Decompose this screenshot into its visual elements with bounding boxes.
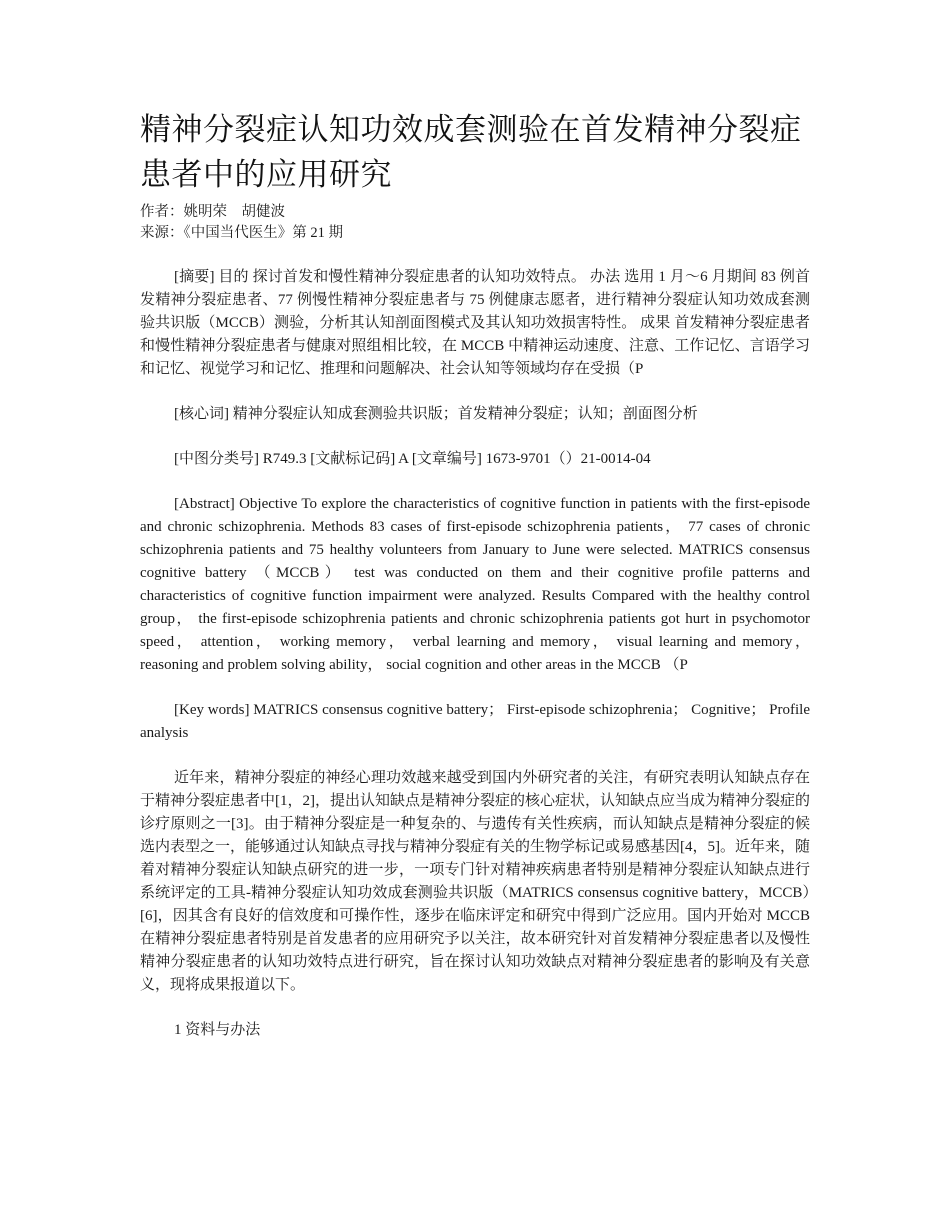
- article-title: 精神分裂症认知功效成套测验在首发精神分裂症患者中的应用研究: [140, 112, 802, 193]
- document-page: [140, 108, 810, 1042]
- classification-line: [中图分类号] R749.3 [文献标记码] A [文章编号] 1673-9701（）21-0014-04: [174, 451, 651, 467]
- abstract-chinese: [摘要] 目的 探讨首发和慢性精神分裂症患者的认知功效特点。 办法 选用 1 月～6 月期间 83 例首发精神分裂症患者、77 例慢性精神分裂症患者与 75 例健康志愿者，进行精神分裂症认知功效成套测验共识版（MCCB）测验，分析其认知剖面图模式及其认知功效损害特性。 成果 首发精神分裂症患者和慢性精神分裂症患者与健康对照组相比较，在 MCCB 中精神运动速度、注意、工作记忆、言语学习和记忆、视觉学习和记忆、推理和问题解决、社会认知等领域均存在受损（P: [140, 269, 810, 377]
- section-heading: 1 资料与办法: [174, 1022, 261, 1038]
- keywords-chinese: [核心词] 精神分裂症认知成套测验共识版；首发精神分裂症；认知；剖面图分析: [174, 406, 698, 422]
- abstract-english: [Abstract] Objective To explore the characteristics of cognitive function in patients with the first-episode and chronic schizophrenia. Methods 83 cases of first-episode schizophrenia patients， 77 cases of chronic schizophrenia patients and 75 healthy volunteers from January to June were selected. MATRICS consensus cognitive battery （MCCB） test was conducted on them and their cognitive profile patterns and characteristics of cognitive function impairment were analyzed. Results Compared with the healthy control group， the first-episode schizophrenia patients and chronic schizophrenia patients got hurt in psychomotor speed， attention， working memory， verbal learning and memory， visual learning and memory， reasoning and problem solving ability， social cognition and other areas in the MCCB （P: [140, 496, 810, 673]
- article-authors: 作者：姚明荣 胡健波: [140, 204, 285, 220]
- article-source: 来源：《中国当代医生》第 21 期: [140, 225, 343, 241]
- keywords-english: [Key words] MATRICS consensus cognitive battery； First-episode schizophrenia； Cognitive； Profile analysis: [140, 702, 810, 741]
- introduction-paragraph: 近年来，精神分裂症的神经心理功效越来越受到国内外研究者的关注，有研究表明认知缺点存在于精神分裂症患者中[1，2]，提出认知缺点是精神分裂症的核心症状，认知缺点应当成为精神分裂症的诊疗原则之一[3]。由于精神分裂症是一种复杂的、与遗传有关性疾病，而认知缺点是精神分裂症的候选内表型之一，能够通过认知缺点寻找与精神分裂症有关的生物学标记或易感基因[4，5]。近年来，随着对精神分裂症认知缺点研究的进一步，一项专门针对精神疾病患者特别是精神分裂症认知缺点进行系统评定的工具-精神分裂症认知功效成套测验共识版（MATRICS consensus cognitive battery，MCCB）[6]，因其含有良好的信效度和可操作性，逐步在临床评定和研究中得到广泛应用。国内开始对 MCCB 在精神分裂症患者特别是首发患者的应用研究予以关注，故本研究针对首发精神分裂症患者以及慢性精神分裂症患者的认知功效特点进行研究，旨在探讨认知功效缺点对精神分裂症患者的影响及有关意义，现将成果报道以下。: [140, 770, 810, 993]
